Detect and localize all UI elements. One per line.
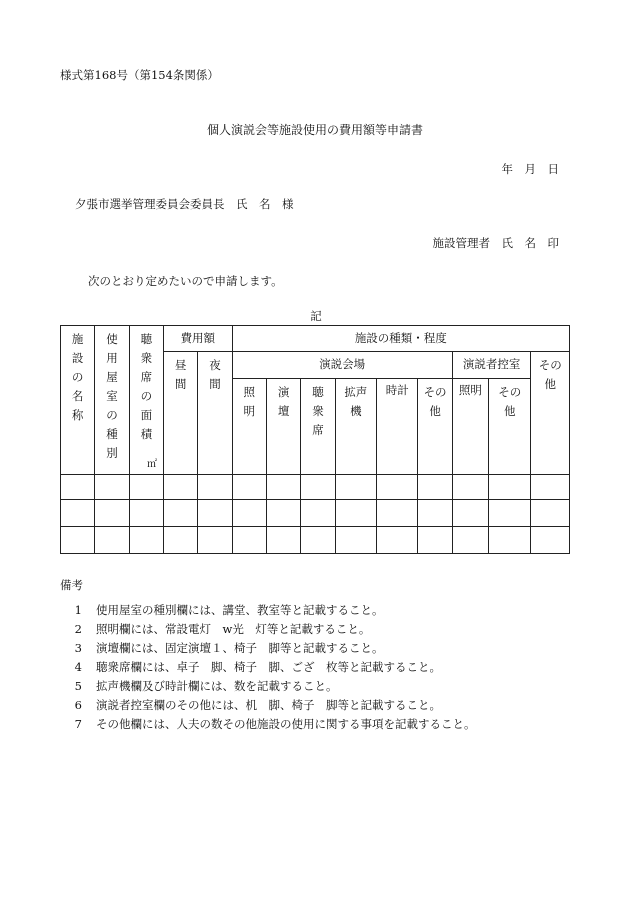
note-item [60,657,476,676]
application-table [60,325,570,554]
header-venue-label: 演説会場 [319,357,366,372]
notes-section [60,577,476,733]
table-cell[interactable] [266,475,300,500]
table-cell[interactable] [531,475,570,500]
note-item [60,619,476,638]
header-audience-seats [301,379,335,475]
table-cell[interactable] [129,500,163,527]
intro-text: 次のとおり定めたいので申請します。 [88,274,283,288]
table-row [61,500,570,527]
table-cell[interactable] [418,500,452,527]
table-cell[interactable] [335,475,376,500]
header-facility-kind [232,326,569,352]
note-text: 使用屋室の種別欄には、講堂、教室等と記載すること。 [96,602,384,617]
table-cell[interactable] [301,527,335,554]
note-text: その他欄には、人夫の数その他施設の使用に関する事項を記載すること。 [96,716,476,731]
header-lighting [232,379,266,475]
table-cell[interactable] [377,527,418,554]
table-cell[interactable] [129,475,163,500]
header-room-type-label: 使用屋室の種別 [106,332,118,460]
note-item [60,695,476,714]
table-cell[interactable] [335,500,376,527]
table-cell[interactable] [129,527,163,554]
date-line: 年 月 日 [501,162,559,176]
table-cell[interactable] [301,500,335,527]
table-cell[interactable] [377,475,418,500]
header-audience-seats-label: 聴衆席 [312,385,324,437]
table-cell[interactable] [335,527,376,554]
header-podium-label: 演壇 [277,385,290,418]
note-number: 6 [74,697,82,712]
header-other [418,379,452,475]
header-loudspeaker-label: 拡声機 [344,385,368,418]
notes-heading: 備考 [60,578,83,592]
note-item [60,638,476,657]
note-text: 演説者控室欄のその他には、机 脚、椅子 脚等と記載すること。 [96,697,441,712]
header-misc-other [531,352,570,475]
table-cell[interactable] [266,527,300,554]
table-cell[interactable] [61,527,95,554]
table-cell[interactable] [198,527,232,554]
table-cell[interactable] [418,527,452,554]
header-loudspeaker [335,379,376,475]
table-cell[interactable] [95,475,129,500]
addressee-line: 夕張市選挙管理委員会委員長 氏 名 様 [75,197,294,211]
table-cell[interactable] [489,475,531,500]
note-number: 2 [74,621,82,636]
header-seat-area-label: 聴衆席の面積 [140,332,153,441]
header-night [198,352,232,475]
note-text: 演壇欄には、固定演壇１、椅子 脚等と記載すること。 [96,640,384,655]
note-item [60,600,476,619]
table-cell[interactable] [61,475,95,500]
table-row [61,527,570,554]
ki-heading: 記 [310,309,322,323]
table-cell[interactable] [266,500,300,527]
table-cell[interactable] [198,500,232,527]
header-speaker-room-lighting-label: 照明 [458,383,482,397]
note-text: 拡声機欄及び時計欄には、数を記載すること。 [96,678,338,693]
table-cell[interactable] [377,500,418,527]
note-number: 1 [74,602,82,617]
applicant-line: 施設管理者 氏 名 印 [432,236,559,250]
table-cell[interactable] [232,475,266,500]
header-facility-name [61,326,95,475]
document-title: 個人演説会等施設使用の費用額等申請書 [206,123,423,137]
header-cost-label: 費用額 [180,330,216,345]
note-item [60,676,476,695]
table-cell[interactable] [531,527,570,554]
note-text: 聴衆席欄には、卓子 脚、椅子 脚、ござ 枚等と記載すること。 [96,659,441,674]
header-misc-other-label: その他 [538,358,562,391]
header-clock [377,379,418,475]
header-speaker-room-other-label: その他 [498,385,522,418]
header-day [163,352,197,475]
table-cell[interactable] [61,500,95,527]
header-speaker-room-lighting [452,379,488,475]
table-cell[interactable] [95,500,129,527]
header-podium [266,379,300,475]
table-cell[interactable] [198,475,232,500]
header-day-label: 昼間 [174,358,187,391]
table-cell[interactable] [163,475,197,500]
header-seat-area [129,326,163,475]
table-cell[interactable] [531,500,570,527]
header-facility-name-label: 施設の名称 [71,332,84,422]
table-cell[interactable] [301,475,335,500]
note-item [60,714,476,733]
area-unit: ㎡ [146,459,157,470]
table-cell[interactable] [418,475,452,500]
note-text: 照明欄には、常設電灯 w光 灯等と記載すること。 [96,621,371,636]
table-cell[interactable] [489,500,531,527]
note-number: 7 [74,716,82,731]
header-clock-label: 時計 [385,383,409,397]
table-cell[interactable] [95,527,129,554]
header-speaker-room [452,352,531,379]
table-cell[interactable] [489,527,531,554]
table-row [61,475,570,500]
header-venue [232,352,452,379]
note-number: 3 [74,640,82,655]
table-cell[interactable] [452,475,488,500]
header-room-type [95,326,129,475]
note-number: 4 [74,659,82,674]
form-number: 様式第168号（第154条関係） [60,68,219,82]
header-facility-kind-label: 施設の種類・程度 [354,330,447,345]
table-cell[interactable] [452,527,488,554]
header-night-label: 夜間 [209,358,221,391]
note-number: 5 [74,678,82,693]
header-other-label: その他 [423,385,447,418]
header-lighting-label: 照明 [243,385,256,418]
table-cell[interactable] [232,500,266,527]
table-cell[interactable] [452,500,488,527]
table-cell[interactable] [163,527,197,554]
header-cost [163,326,232,352]
table-cell[interactable] [163,500,197,527]
header-speaker-room-label: 演説者控室 [462,357,521,372]
table-cell[interactable] [232,527,266,554]
header-speaker-room-other [489,379,531,475]
